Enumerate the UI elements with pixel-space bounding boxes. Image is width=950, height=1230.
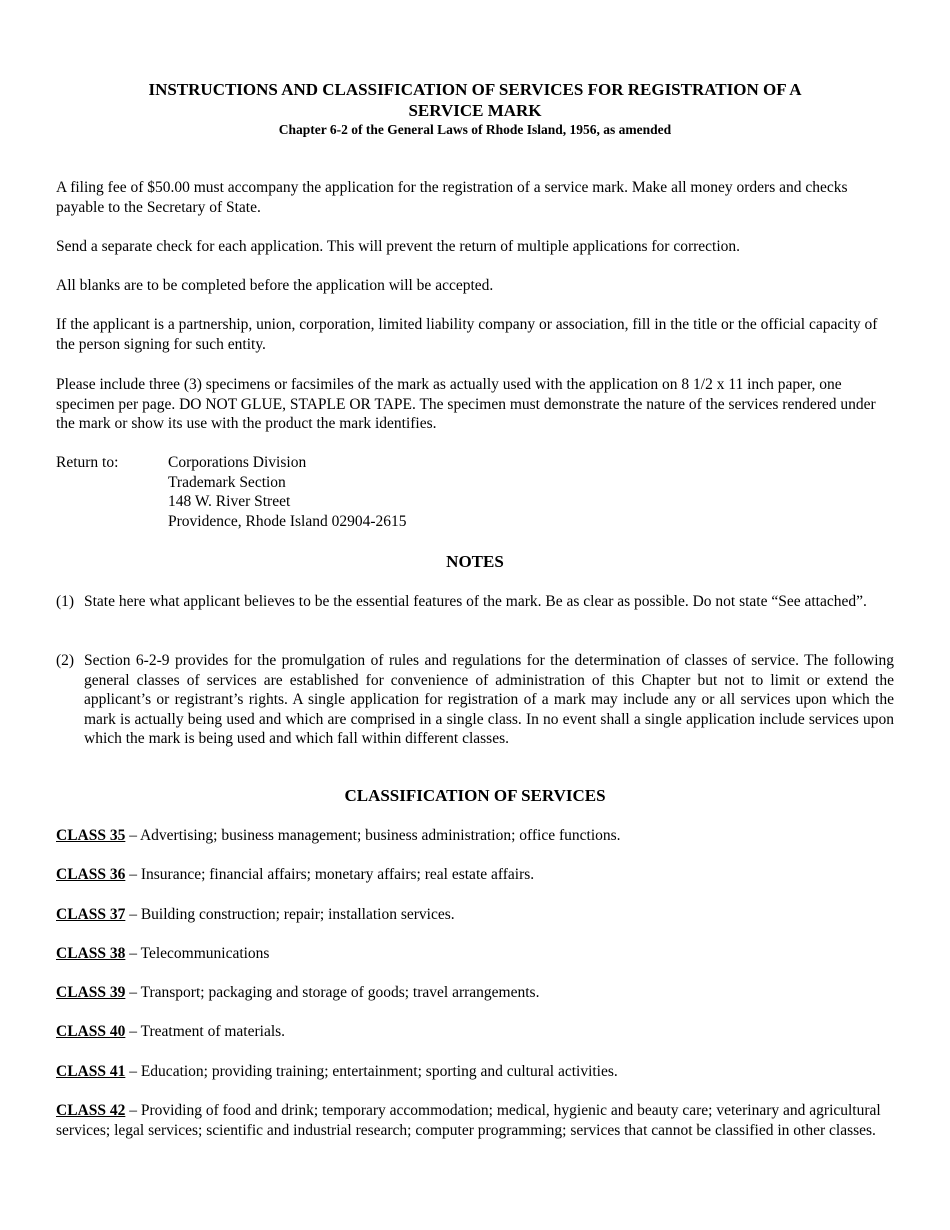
return-to-label: Return to: xyxy=(56,454,119,471)
class-label: CLASS 35 xyxy=(56,827,126,844)
class-39-entry xyxy=(56,983,894,1003)
class-37-entry xyxy=(56,905,894,925)
note-number: (2) xyxy=(56,652,75,669)
class-36-entry xyxy=(56,865,894,885)
return-address-line: Trademark Section xyxy=(168,473,286,491)
class-41-entry xyxy=(56,1062,894,1082)
class-label: CLASS 42 xyxy=(56,1102,126,1119)
note-item-2 xyxy=(56,651,894,749)
document-title-line-1: INSTRUCTIONS AND CLASSIFICATION OF SERVICES FOR REGISTRATION OF A xyxy=(148,80,802,99)
note-text: State here what applicant believes to be the essential features of the mark. Be as clear as possible. Do not state “See attached”. xyxy=(84,593,867,610)
class-40-entry xyxy=(56,1022,894,1042)
instruction-filing-fee: A filing fee of $50.00 must accompany the application for the registration of a service mark. Make all money orders and checks payable to the Secretary of State. xyxy=(56,179,848,216)
class-description: – Education; providing training; entertainment; sporting and cultural activities. xyxy=(125,1063,618,1080)
class-35-entry xyxy=(56,826,894,846)
class-label: CLASS 37 xyxy=(56,906,126,923)
instruction-complete-blanks: All blanks are to be completed before the application will be accepted. xyxy=(56,277,494,294)
return-address-line: Corporations Division xyxy=(168,454,307,471)
class-description: – Providing of food and drink; temporary accommodation; medical, hygienic and beauty care; veterinary and agricultural services; legal services; scientific and industrial research; computer programming; services that cannot be classified in other classes. xyxy=(56,1102,881,1139)
classification-heading: CLASSIFICATION OF SERVICES xyxy=(344,786,606,805)
class-description: – Insurance; financial affairs; monetary affairs; real estate affairs. xyxy=(125,866,535,883)
instruction-specimens: Please include three (3) specimens or facsimiles of the mark as actually used with the application on 8 1/2 x 11 inch paper, one specimen per page. DO NOT GLUE, STAPLE OR TAPE. The specimen must demonstrate the nature of the services rendered under the mark or show its use with the product the mark identifies. xyxy=(56,376,876,433)
return-address-line: Providence, Rhode Island 02904-2615 xyxy=(168,512,407,530)
document-title-line-2: SERVICE MARK xyxy=(408,101,542,120)
instruction-separate-check: Send a separate check for each application. This will prevent the return of multiple applications for correction. xyxy=(56,238,741,255)
class-label: CLASS 38 xyxy=(56,945,126,962)
note-text: Section 6-2-9 provides for the promulgation of rules and regulations for the determination of classes of service. The following general classes of services are established for convenience of administration of this Chapter but not to limit or extend the applicant’s or registrant’s rights. A single application for registration of a mark may include any or all services upon which the mark is actually being used and which are comprised in a single class. In no event shall a single application include services upon which the mark is being used and which fall within different classes. xyxy=(84,652,894,748)
notes-heading: NOTES xyxy=(446,552,504,571)
class-42-entry xyxy=(56,1101,894,1140)
class-description: – Building construction; repair; installation services. xyxy=(125,906,455,923)
class-label: CLASS 36 xyxy=(56,866,126,883)
class-description: – Telecommunications xyxy=(125,945,270,962)
document-subtitle: Chapter 6-2 of the General Laws of Rhode Island, 1956, as amended xyxy=(278,122,672,137)
class-description: – Treatment of materials. xyxy=(125,1023,286,1040)
class-38-entry xyxy=(56,944,894,964)
class-label: CLASS 40 xyxy=(56,1023,126,1040)
note-item-1 xyxy=(56,592,894,612)
instruction-signer-capacity: If the applicant is a partnership, union, corporation, limited liability company or association, fill in the title or the official capacity of the person signing for such entity. xyxy=(56,316,878,353)
class-description: – Transport; packaging and storage of goods; travel arrangements. xyxy=(125,984,540,1001)
return-address xyxy=(168,453,407,531)
note-number: (1) xyxy=(56,593,75,610)
class-description: – Advertising; business management; business administration; office functions. xyxy=(125,827,621,844)
class-label: CLASS 39 xyxy=(56,984,126,1001)
return-address-line: 148 W. River Street xyxy=(168,493,291,511)
class-label: CLASS 41 xyxy=(56,1063,126,1080)
